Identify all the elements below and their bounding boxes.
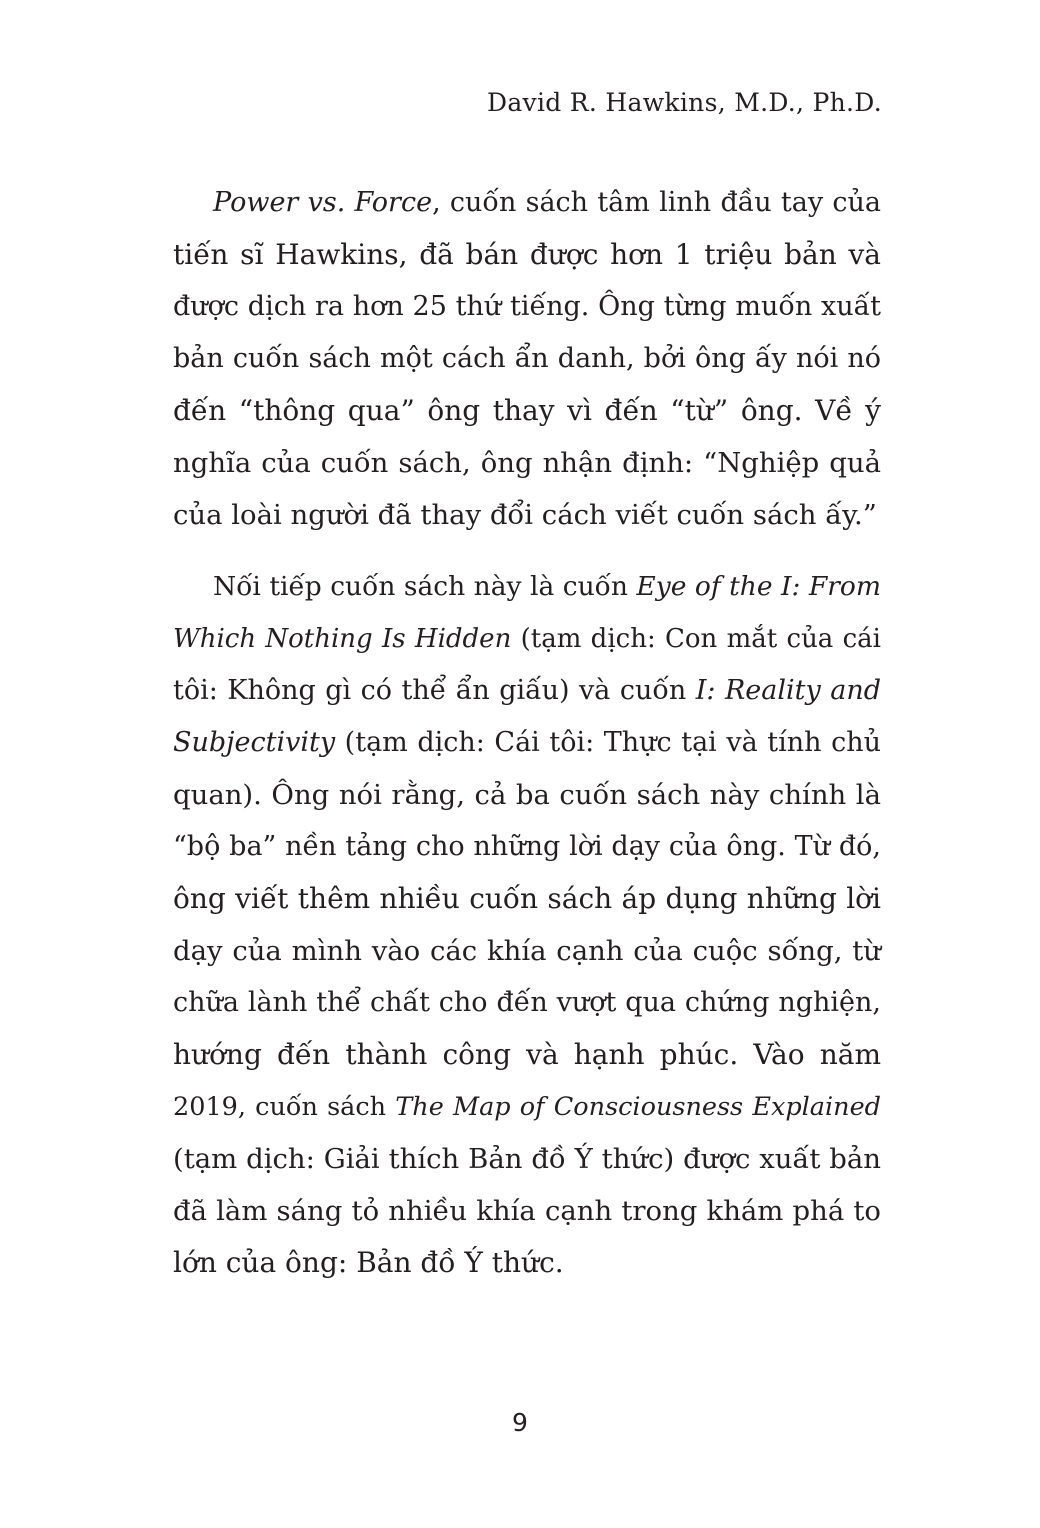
text-line: tôi: Không gì có thể ẩn giấu) và cuốn I: Reality and [173, 675, 881, 706]
text-line: nghĩa của cuốn sách, ông nhận định: “Nghiệp quả [173, 447, 881, 479]
text-line: “bộ ba” nền tảng cho những lời dạy của ông. Từ đó, [173, 831, 881, 862]
paragraph-power-vs-force [173, 177, 881, 541]
text-line: (tạm dịch: Giải thích Bản đồ Ý thức) được xuất bản [173, 1143, 881, 1175]
text-line: Subjectivity (tạm dịch: Cái tôi: Thực tại và tính chủ [173, 727, 881, 758]
text-line: quan). Ông nói rằng, cả ba cuốn sách này chính là [173, 779, 881, 811]
book-title: The Map of Consciousness Explained [395, 1092, 881, 1122]
text-line: Nối tiếp cuốn sách này là cuốn Eye of the I: From [213, 571, 882, 602]
text-line: dạy của mình vào các khía cạnh của cuộc sống, từ [173, 935, 881, 967]
text-line: của loài người đã thay đổi cách viết cuốn sách ấy.” [173, 499, 877, 531]
body-text [173, 177, 881, 1289]
book-title: Subjectivity [173, 727, 336, 758]
page-number: 9 [512, 1408, 528, 1437]
book-title: Which Nothing Is Hidden [173, 624, 512, 654]
text-line: 2019, cuốn sách The Map of Consciousness Explained [173, 1092, 881, 1122]
text-line: lớn của ông: Bản đồ Ý thức. [173, 1246, 564, 1279]
book-title: Power vs. Force [213, 187, 433, 218]
text-line: bản cuốn sách một cách ẩn danh, bởi ông ấy nói nó [173, 343, 881, 374]
book-title: I: Reality and [695, 675, 881, 706]
running-header-author: David R. Hawkins, M.D., Ph.D. [486, 88, 882, 117]
text-line: Power vs. Force, cuốn sách tâm linh đầu tay của [213, 187, 881, 218]
text-line: chữa lành thể chất cho đến vượt qua chứng nghiện, [173, 987, 881, 1018]
text-line: ông viết thêm nhiều cuốn sách áp dụng những lời [173, 882, 881, 915]
text-line: hướng đến thành công và hạnh phúc. Vào năm [173, 1038, 881, 1071]
text-line: đã làm sáng tỏ nhiều khía cạnh trong khám phá to [173, 1195, 881, 1227]
text-line: đến “thông qua” ông thay vì đến “từ” ông. Về ý [173, 394, 881, 427]
book-title: Eye of the I: From [636, 571, 882, 602]
text-line: được dịch ra hơn 25 thứ tiếng. Ông từng muốn xuất [173, 291, 881, 322]
text-line: tiến sĩ Hawkins, đã bán được hơn 1 triệu bản và [173, 238, 881, 271]
text-line: Which Nothing Is Hidden (tạm dịch: Con mắt của cái [173, 624, 881, 654]
paragraph-trilogy [173, 561, 881, 1289]
